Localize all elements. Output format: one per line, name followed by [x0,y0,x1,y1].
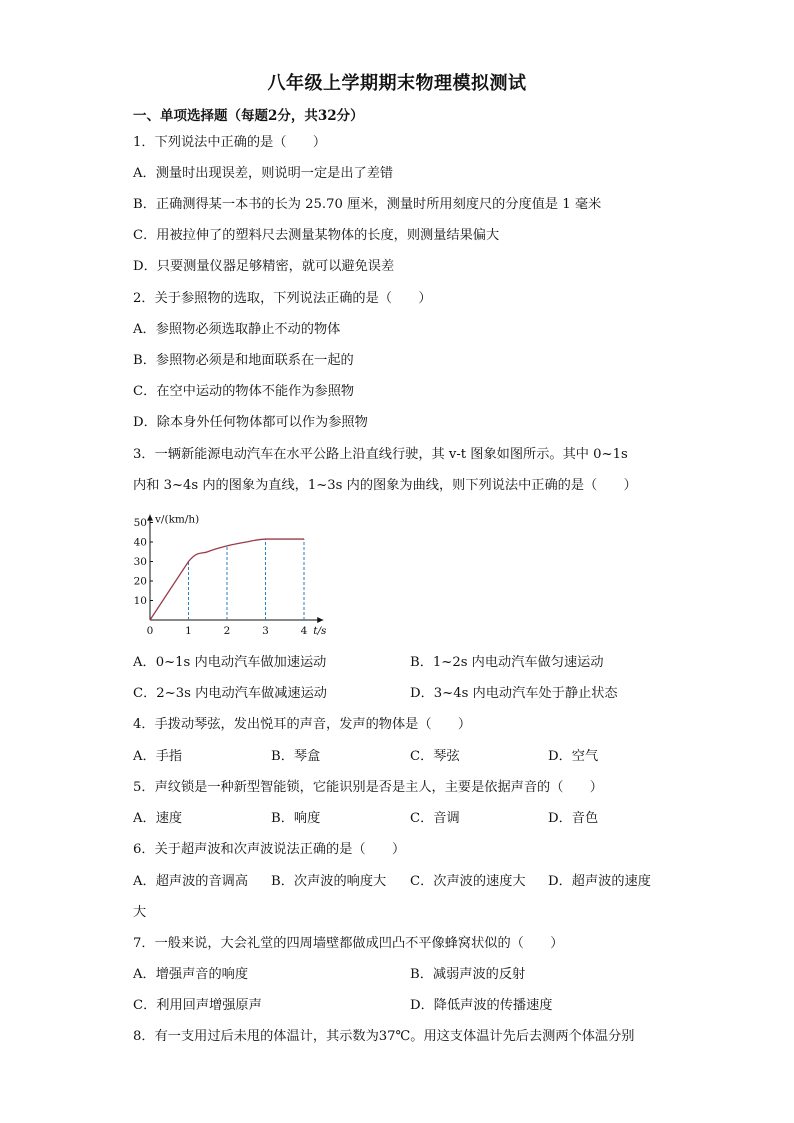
q5-option-c: C．音调 [410,811,460,826]
y-tick-label: 40 [133,536,147,549]
q1-option-a: A．测量时出现误差，则说明一定是出了差错 [133,166,394,181]
q4-stem: 4．手拨动琴弦，发出悦耳的声音，发声的物体是（ ） [133,717,472,732]
y-tick-label: 10 [133,595,147,607]
q5-option-d: D．音色 [548,811,599,826]
q2-option-c: C．在空中运动的物体不能作为参照物 [133,384,355,399]
q3-option-b: B．1~2s 内电动汽车做匀速运动 [410,655,604,670]
q6-option-b: B．次声波的响度大 [271,874,387,889]
q7-option-b: B．减弱声波的反射 [410,967,526,982]
q6-stem: 6．关于超声波和次声波说法正确的是（ ） [133,842,406,857]
q2-stem: 2．关于参照物的选取，下列说法正确的是（ ） [133,291,432,306]
x-tick-label: 4 [300,625,308,637]
x-axis-arrow [317,617,323,623]
q7-option-c: C．利用回声增强原声 [133,998,262,1013]
q5-option-a: A．速度 [133,811,183,826]
x-tick-label: 3 [262,625,269,637]
y-axis-arrow [147,515,153,521]
q4-option-a: A．手指 [133,749,183,764]
y-tick-label: 20 [133,575,147,588]
q3-option-c: C．2~3s 内电动汽车做减速运动 [133,686,327,701]
q1-option-c: C．用被拉伸了的塑料尺去测量某物体的长度，则测量结果偏大 [133,228,500,243]
vt-chart-svg [128,502,338,642]
x-tick-label: 2 [223,625,231,637]
q8-stem: 8．有一支用过后未甩的体温计，其示数为37℃。用这支体温计先后去测两个体温分别 [133,1029,635,1044]
q1-stem: 1．下列说法中正确的是（ ） [133,135,327,150]
q1-option-d: D．只要测量仪器足够精密，就可以避免误差 [133,259,395,274]
q7-option-a: A．增强声音的响度 [133,967,249,982]
page-title: 八年级上学期期末物理模拟测试 [267,73,527,94]
x-axis-label: t/s [313,625,327,637]
q1-option-b: B．正确测得某一本书的长为 25.70 厘米，测量时所用刻度尺的分度值是 1 毫米 [133,197,602,212]
y-tick-label: 50 [133,517,147,529]
q7-option-d: D．降低声波的传播速度 [410,998,553,1013]
q5-option-b: B．响度 [271,811,321,826]
vt-chart [128,502,338,646]
q4-option-c: C．琴弦 [410,749,460,764]
q2-option-a: A．参照物必须选取静止不动的物体 [133,322,341,337]
q6-option-d-continued: 大 [133,905,147,920]
q3-stem-line1: 3．一辆新能源电动汽车在水平公路上沿直线行驶，其 v-t 图象如图所示。其中 0~1s [133,447,628,462]
q3-option-d: D．3~4s 内电动汽车处于静止状态 [410,686,618,701]
q4-option-b: B．琴盒 [271,749,321,764]
q4-option-d: D．空气 [548,749,599,764]
section-heading: 一、单项选择题（每题2分，共32分） [133,108,364,124]
q2-option-d: D．除本身外任何物体都可以作为参照物 [133,415,368,430]
q2-option-b: B．参照物必须是和地面联系在一起的 [133,353,354,368]
q6-option-d: D．超声波的速度 [548,874,651,889]
y-axis-label: v/(km/h) [155,513,200,526]
q3-stem-line2: 内和 3~4s 内的图象为直线，1~3s 内的图象为曲线，则下列说法中正确的是（ ） [133,478,637,493]
y-tick-label: 30 [133,556,147,568]
q5-stem: 5．声纹锁是一种新型智能锁，它能识别是否是主人，主要是依据声音的（ ） [133,780,603,795]
q6-option-a: A．超声波的音调高 [133,874,249,889]
q6-option-c: C．次声波的速度大 [410,874,526,889]
q3-option-a: A．0~1s 内电动汽车做加速运动 [133,655,327,670]
x-tick-label: 0 [146,625,154,637]
x-tick-label: 1 [185,625,192,637]
q7-stem: 7．一般来说，大会礼堂的四周墙壁都做成凹凸不平像蜂窝状似的（ ） [133,936,564,951]
